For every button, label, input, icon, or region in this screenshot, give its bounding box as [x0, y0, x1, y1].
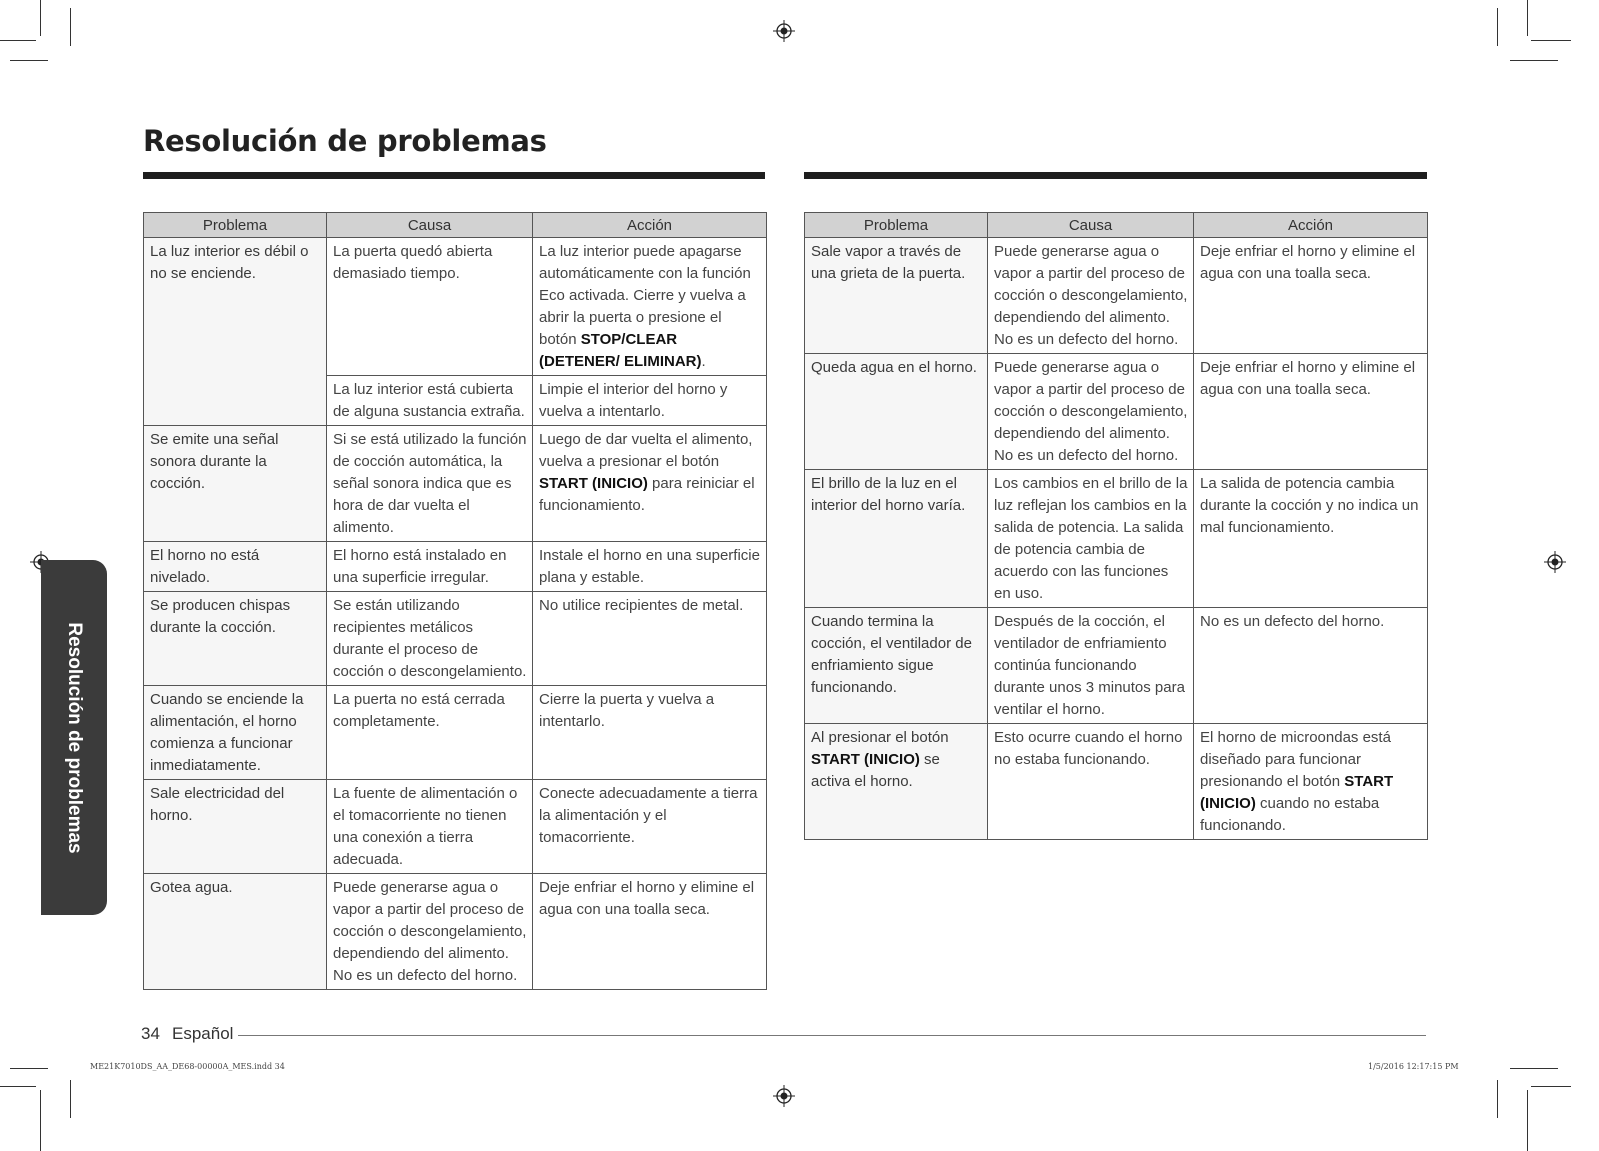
table-row — [805, 470, 1428, 608]
problem-cell: Gotea agua. — [144, 874, 327, 990]
problem-cell — [805, 470, 988, 608]
cell-text: Sale vapor a través de una grieta de la puerta. — [811, 243, 966, 282]
cell-text: Instale el horno en una superficie plana y estable. — [539, 547, 760, 586]
table-row — [805, 724, 1428, 840]
crop-mark — [10, 60, 48, 61]
registration-mark-icon — [1544, 551, 1566, 573]
crop-mark — [1497, 1080, 1498, 1118]
cell-text: Luego de dar vuelta el alimento, vuelva a presionar el botón — [539, 431, 753, 470]
cause-cell: La luz interior está cubierta de alguna sustancia extraña. — [327, 376, 533, 426]
side-tab — [41, 560, 107, 915]
cause-cell: Esto ocurre cuando el horno no estaba funcionando. — [988, 724, 1194, 840]
troubleshooting-table-left — [143, 212, 767, 990]
cell-text: El horno de microondas está diseñado para funcionar presionando el botón — [1200, 729, 1391, 790]
crop-mark — [1510, 1068, 1558, 1069]
registration-mark-icon — [773, 20, 795, 42]
crop-mark — [70, 8, 71, 46]
crop-mark — [40, 0, 41, 36]
crop-mark — [1531, 1086, 1571, 1087]
column-header-action: Acción — [1194, 213, 1428, 238]
crop-mark — [70, 1080, 71, 1118]
table-row — [144, 780, 767, 874]
cell-text: para reiniciar el funcionamiento. — [539, 475, 755, 514]
cell-text: Queda agua en el horno. — [811, 359, 977, 376]
print-slug-date: 1/5/2016 12:17:15 PM — [1368, 1062, 1459, 1071]
table-header-row — [144, 213, 767, 238]
crop-mark — [1531, 40, 1571, 41]
cause-cell: La puerta quedó abierta demasiado tiempo. — [327, 238, 533, 376]
cell-text: . — [701, 353, 706, 370]
crop-mark — [1527, 0, 1528, 36]
cause-cell: Puede generarse agua o vapor a partir del proceso de cocción o descongelamiento, dependiendo del alimento. No es un defecto del horno. — [327, 874, 533, 990]
cause-cell: El horno está instalado en una superficie irregular. — [327, 542, 533, 592]
action-cell — [533, 542, 767, 592]
action-cell — [533, 874, 767, 990]
table-row — [144, 542, 767, 592]
column-header-problem: Problema — [144, 213, 327, 238]
table-header-row — [805, 213, 1428, 238]
problem-cell: Se producen chispas durante la cocción. — [144, 592, 327, 686]
cause-cell: La fuente de alimentación o el tomacorriente no tienen una conexión a tierra adecuada. — [327, 780, 533, 874]
table-row — [144, 686, 767, 780]
action-cell — [1194, 238, 1428, 354]
cell-text: No utilice recipientes de metal. — [539, 597, 744, 614]
problem-cell: El horno no está nivelado. — [144, 542, 327, 592]
cause-cell: Puede generarse agua o vapor a partir del proceso de cocción o descongelamiento, dependiendo del alimento. No es un defecto del horno. — [988, 238, 1194, 354]
cell-text: Deje enfriar el horno y elimine el agua con una toalla seca. — [1200, 243, 1416, 282]
problem-cell — [805, 354, 988, 470]
action-cell — [533, 238, 767, 376]
column-header-problem: Problema — [805, 213, 988, 238]
cause-cell: Después de la cocción, el ventilador de enfriamiento continúa funcionando durante unos 3 minutos para ventilar el horno. — [988, 608, 1194, 724]
registration-mark-icon — [773, 1085, 795, 1107]
cell-text: cuando no estaba funcionando. — [1200, 795, 1380, 834]
troubleshooting-table-right — [804, 212, 1428, 840]
cell-text: Cuando termina la cocción, el ventilador de enfriamiento sigue funcionando. — [811, 613, 972, 696]
crop-mark — [1527, 1090, 1528, 1151]
action-cell — [1194, 354, 1428, 470]
cell-text: Deje enfriar el horno y elimine el agua con una toalla seca. — [1200, 359, 1416, 398]
cell-text: No es un defecto del horno. — [1200, 613, 1385, 630]
button-name: START (INICIO) — [1200, 773, 1394, 812]
table-row — [805, 608, 1428, 724]
cell-text: Conecte adecuadamente a tierra la alimentación y el tomacorriente. — [539, 785, 758, 846]
crop-mark — [1510, 60, 1558, 61]
problem-cell: Sale electricidad del horno. — [144, 780, 327, 874]
problem-cell — [805, 608, 988, 724]
cause-cell: Si se está utilizado la función de cocción automática, la señal sonora indica que es hora de dar vuelta el alimento. — [327, 426, 533, 542]
cell-text: Deje enfriar el horno y elimine el agua con una toalla seca. — [539, 879, 755, 918]
table-row — [144, 874, 767, 990]
column-header-cause: Causa — [988, 213, 1194, 238]
crop-mark — [10, 1068, 48, 1069]
action-cell — [533, 592, 767, 686]
cause-cell: Puede generarse agua o vapor a partir del proceso de cocción o descongelamiento, dependiendo del alimento. No es un defecto del horno. — [988, 354, 1194, 470]
print-slug-file: ME21K7010DS_AA_DE68-00000A_MES.indd 34 — [90, 1062, 285, 1071]
table-row — [805, 354, 1428, 470]
problem-cell — [805, 724, 988, 840]
cell-text: se activa el horno. — [811, 751, 940, 790]
cell-text: Limpie el interior del horno y vuelva a intentarlo. — [539, 381, 728, 420]
side-tab-label: Resolución de problemas — [64, 621, 85, 854]
problem-cell — [805, 238, 988, 354]
cell-text: La luz interior puede apagarse automáticamente con la función Eco activada. Cierre y vuelva a abrir la puerta o presione el botón — [539, 243, 751, 348]
table-row — [144, 592, 767, 686]
crop-mark — [0, 1086, 36, 1087]
cell-text: El brillo de la luz en el interior del horno varía. — [811, 475, 966, 514]
problem-cell: Cuando se enciende la alimentación, el horno comienza a funcionar inmediatamente. — [144, 686, 327, 780]
title-rule-right — [804, 172, 1427, 179]
footer-rule — [238, 1035, 1426, 1036]
cause-cell: La puerta no está cerrada completamente. — [327, 686, 533, 780]
button-name: START (INICIO) — [811, 751, 920, 768]
problem-cell: La luz interior es débil o no se enciende. — [144, 238, 327, 426]
cell-text: Al presionar el botón — [811, 729, 949, 746]
footer-language: Español — [172, 1024, 234, 1043]
action-cell — [533, 686, 767, 780]
problem-cell: Se emite una señal sonora durante la cocción. — [144, 426, 327, 542]
table-row — [144, 426, 767, 542]
table-row — [805, 238, 1428, 354]
cell-text: Cierre la puerta y vuelva a intentarlo. — [539, 691, 715, 730]
action-cell — [533, 426, 767, 542]
action-cell — [533, 376, 767, 426]
crop-mark — [0, 40, 36, 41]
crop-mark — [40, 1090, 41, 1151]
page-number: 34 — [141, 1024, 160, 1043]
button-name: STOP/CLEAR (DETENER/ ELIMINAR) — [539, 331, 702, 370]
action-cell — [1194, 608, 1428, 724]
crop-mark — [1497, 8, 1498, 46]
button-name: START (INICIO) — [539, 475, 648, 492]
table-row — [144, 238, 767, 376]
cell-text: La salida de potencia cambia durante la cocción y no indica un mal funcionamiento. — [1200, 475, 1419, 536]
cause-cell: Los cambios en el brillo de la luz reflejan los cambios en la salida de potencia. La salida de potencia cambia de acuerdo con las funciones en uso. — [988, 470, 1194, 608]
column-header-cause: Causa — [327, 213, 533, 238]
cause-cell: Se están utilizando recipientes metálicos durante el proceso de cocción o descongelamiento. — [327, 592, 533, 686]
title-rule-left — [143, 172, 765, 179]
page-title: Resolución de problemas — [143, 124, 547, 158]
action-cell — [533, 780, 767, 874]
action-cell — [1194, 470, 1428, 608]
column-header-action: Acción — [533, 213, 767, 238]
action-cell — [1194, 724, 1428, 840]
